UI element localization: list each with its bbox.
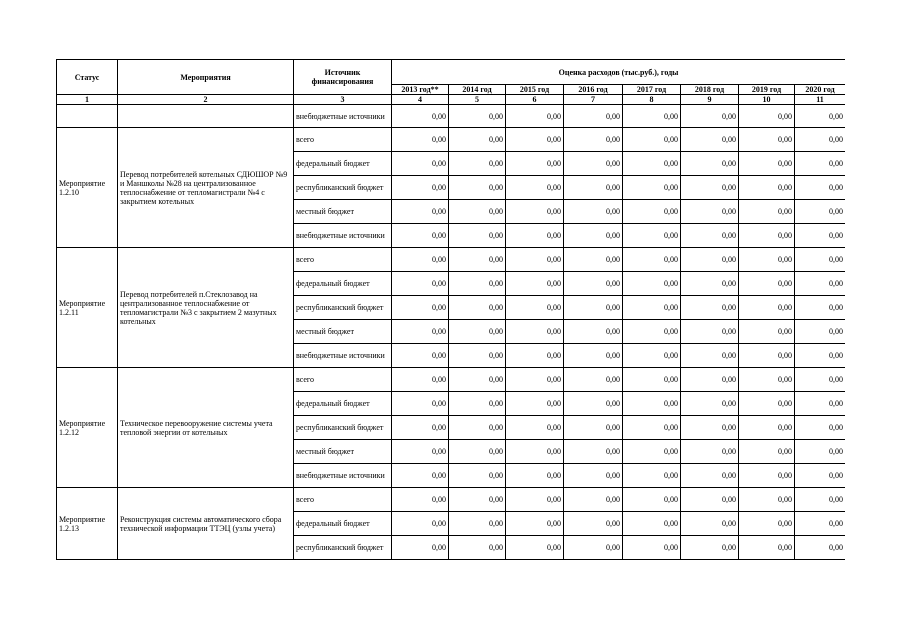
value-cell: 0,00 <box>506 464 564 488</box>
value-cell: 0,00 <box>681 105 739 128</box>
value-cell: 0,00 <box>392 392 449 416</box>
value-cell: 0,00 <box>506 224 564 248</box>
value-cell: 0,00 <box>681 488 739 512</box>
value-cell: 0,00 <box>623 416 681 440</box>
table-row <box>57 368 846 392</box>
status-cell: Мероприятие 1.2.13 <box>57 488 118 560</box>
value-cell: 0,00 <box>564 416 623 440</box>
value-cell: 0,00 <box>449 248 506 272</box>
value-cell: 0,00 <box>681 464 739 488</box>
value-cell: 0,00 <box>392 464 449 488</box>
source-cell: местный бюджет <box>294 200 392 224</box>
value-cell: 0,00 <box>449 488 506 512</box>
value-cell: 0,00 <box>392 272 449 296</box>
value-cell: 0,00 <box>739 128 795 152</box>
value-cell: 0,00 <box>739 248 795 272</box>
value-cell: 0,00 <box>623 368 681 392</box>
value-cell: 0,00 <box>506 296 564 320</box>
source-cell: республиканский бюджет <box>294 176 392 200</box>
value-cell: 0,00 <box>449 392 506 416</box>
source-cell: местный бюджет <box>294 320 392 344</box>
value-cell: 0,00 <box>506 512 564 536</box>
value-cell: 0,00 <box>739 224 795 248</box>
status-cell: Мероприятие 1.2.11 <box>57 248 118 368</box>
value-cell: 0,00 <box>795 224 846 248</box>
value-cell: 0,00 <box>623 440 681 464</box>
value-cell: 0,00 <box>739 392 795 416</box>
value-cell: 0,00 <box>681 224 739 248</box>
value-cell: 0,00 <box>506 248 564 272</box>
value-cell: 0,00 <box>564 248 623 272</box>
column-number: 5 <box>449 95 506 105</box>
value-cell: 0,00 <box>449 296 506 320</box>
year-header: 2014 год <box>449 85 506 95</box>
value-cell: 0,00 <box>795 296 846 320</box>
value-cell: 0,00 <box>564 344 623 368</box>
value-cell: 0,00 <box>795 152 846 176</box>
value-cell: 0,00 <box>449 440 506 464</box>
value-cell: 0,00 <box>449 105 506 128</box>
value-cell: 0,00 <box>739 368 795 392</box>
value-cell: 0,00 <box>623 105 681 128</box>
value-cell: 0,00 <box>739 488 795 512</box>
value-cell: 0,00 <box>795 200 846 224</box>
value-cell: 0,00 <box>449 368 506 392</box>
value-cell: 0,00 <box>564 224 623 248</box>
value-cell: 0,00 <box>795 488 846 512</box>
year-header: 2018 год <box>681 85 739 95</box>
value-cell: 0,00 <box>564 105 623 128</box>
value-cell: 0,00 <box>795 464 846 488</box>
value-cell: 0,00 <box>795 344 846 368</box>
value-cell: 0,00 <box>623 128 681 152</box>
source-cell: федеральный бюджет <box>294 392 392 416</box>
column-number: 3 <box>294 95 392 105</box>
value-cell: 0,00 <box>506 176 564 200</box>
value-cell: 0,00 <box>564 368 623 392</box>
value-cell: 0,00 <box>681 152 739 176</box>
value-cell: 0,00 <box>623 272 681 296</box>
value-cell: 0,00 <box>449 536 506 560</box>
value-cell: 0,00 <box>392 488 449 512</box>
year-header: 2019 год <box>739 85 795 95</box>
value-cell: 0,00 <box>449 416 506 440</box>
source-cell: республиканский бюджет <box>294 296 392 320</box>
value-cell: 0,00 <box>506 200 564 224</box>
status-cell: Мероприятие 1.2.12 <box>57 368 118 488</box>
value-cell: 0,00 <box>623 392 681 416</box>
activity-cell: Перевод потребителей п.Стеклозавод на централизованное теплоснабжение от тепломагистрали №3 с закрытием 2 мазутных котельных <box>118 248 294 368</box>
value-cell: 0,00 <box>681 392 739 416</box>
value-cell: 0,00 <box>449 320 506 344</box>
value-cell: 0,00 <box>681 296 739 320</box>
value-cell: 0,00 <box>564 440 623 464</box>
year-header: 2020 год <box>795 85 846 95</box>
value-cell: 0,00 <box>564 200 623 224</box>
value-cell: 0,00 <box>506 440 564 464</box>
value-cell: 0,00 <box>681 200 739 224</box>
value-cell: 0,00 <box>564 488 623 512</box>
value-cell: 0,00 <box>623 176 681 200</box>
value-cell: 0,00 <box>623 200 681 224</box>
source-cell: всего <box>294 488 392 512</box>
source-cell: внебюджетные источники <box>294 105 392 128</box>
value-cell: 0,00 <box>392 152 449 176</box>
budget-table <box>56 59 845 560</box>
value-cell: 0,00 <box>506 128 564 152</box>
value-cell: 0,00 <box>623 224 681 248</box>
value-cell: 0,00 <box>739 512 795 536</box>
value-cell: 0,00 <box>681 344 739 368</box>
value-cell: 0,00 <box>681 248 739 272</box>
year-header: 2013 год** <box>392 85 449 95</box>
source-cell: внебюджетные источники <box>294 464 392 488</box>
column-number: 11 <box>795 95 846 105</box>
value-cell: 0,00 <box>506 344 564 368</box>
value-cell: 0,00 <box>739 296 795 320</box>
value-cell: 0,00 <box>449 128 506 152</box>
source-cell: республиканский бюджет <box>294 536 392 560</box>
value-cell: 0,00 <box>564 152 623 176</box>
table-row <box>57 488 846 512</box>
value-cell: 0,00 <box>795 440 846 464</box>
value-cell: 0,00 <box>449 344 506 368</box>
table-body <box>57 60 846 560</box>
value-cell: 0,00 <box>795 536 846 560</box>
value-cell: 0,00 <box>392 440 449 464</box>
value-cell: 0,00 <box>506 392 564 416</box>
value-cell: 0,00 <box>392 320 449 344</box>
value-cell: 0,00 <box>795 105 846 128</box>
value-cell: 0,00 <box>795 512 846 536</box>
table-row <box>57 105 846 128</box>
status-cell <box>57 105 118 128</box>
value-cell: 0,00 <box>449 224 506 248</box>
value-cell: 0,00 <box>506 272 564 296</box>
source-cell: всего <box>294 368 392 392</box>
table-row <box>57 128 846 152</box>
value-cell: 0,00 <box>739 536 795 560</box>
column-number: 10 <box>739 95 795 105</box>
value-cell: 0,00 <box>681 512 739 536</box>
value-cell: 0,00 <box>564 272 623 296</box>
source-cell: федеральный бюджет <box>294 512 392 536</box>
column-number: 7 <box>564 95 623 105</box>
value-cell: 0,00 <box>392 248 449 272</box>
value-cell: 0,00 <box>449 176 506 200</box>
value-cell: 0,00 <box>795 176 846 200</box>
value-cell: 0,00 <box>392 200 449 224</box>
value-cell: 0,00 <box>681 176 739 200</box>
value-cell: 0,00 <box>739 464 795 488</box>
header-source: Источник финансирования <box>294 60 392 95</box>
value-cell: 0,00 <box>392 512 449 536</box>
value-cell: 0,00 <box>623 464 681 488</box>
value-cell: 0,00 <box>392 224 449 248</box>
column-number: 1 <box>57 95 118 105</box>
column-number: 4 <box>392 95 449 105</box>
value-cell: 0,00 <box>623 248 681 272</box>
value-cell: 0,00 <box>795 128 846 152</box>
source-cell: республиканский бюджет <box>294 416 392 440</box>
budget-table-page <box>56 59 845 565</box>
value-cell: 0,00 <box>392 416 449 440</box>
source-cell: федеральный бюджет <box>294 152 392 176</box>
value-cell: 0,00 <box>739 416 795 440</box>
value-cell: 0,00 <box>449 272 506 296</box>
year-header: 2017 год <box>623 85 681 95</box>
year-header: 2016 год <box>564 85 623 95</box>
value-cell: 0,00 <box>681 128 739 152</box>
header-row <box>57 60 846 85</box>
value-cell: 0,00 <box>564 536 623 560</box>
source-cell: внебюджетные источники <box>294 224 392 248</box>
value-cell: 0,00 <box>795 392 846 416</box>
header-status: Статус <box>57 60 118 95</box>
value-cell: 0,00 <box>564 512 623 536</box>
header-activities: Мероприятия <box>118 60 294 95</box>
value-cell: 0,00 <box>392 536 449 560</box>
activity-cell: Техническое перевооружение системы учета тепловой энергии от котельных <box>118 368 294 488</box>
value-cell: 0,00 <box>795 368 846 392</box>
value-cell: 0,00 <box>506 320 564 344</box>
value-cell: 0,00 <box>795 272 846 296</box>
table-row <box>57 248 846 272</box>
value-cell: 0,00 <box>739 105 795 128</box>
value-cell: 0,00 <box>564 392 623 416</box>
header-estimate: Оценка расходов (тыс.руб.), годы <box>392 60 846 85</box>
value-cell: 0,00 <box>392 128 449 152</box>
column-number: 8 <box>623 95 681 105</box>
value-cell: 0,00 <box>739 176 795 200</box>
value-cell: 0,00 <box>392 176 449 200</box>
column-number: 9 <box>681 95 739 105</box>
value-cell: 0,00 <box>392 344 449 368</box>
value-cell: 0,00 <box>564 128 623 152</box>
value-cell: 0,00 <box>623 296 681 320</box>
activity-cell <box>118 105 294 128</box>
value-cell: 0,00 <box>506 368 564 392</box>
value-cell: 0,00 <box>623 488 681 512</box>
column-number: 6 <box>506 95 564 105</box>
value-cell: 0,00 <box>623 344 681 368</box>
value-cell: 0,00 <box>739 200 795 224</box>
source-cell: местный бюджет <box>294 440 392 464</box>
value-cell: 0,00 <box>564 464 623 488</box>
value-cell: 0,00 <box>392 105 449 128</box>
value-cell: 0,00 <box>795 320 846 344</box>
value-cell: 0,00 <box>739 344 795 368</box>
value-cell: 0,00 <box>564 296 623 320</box>
value-cell: 0,00 <box>681 536 739 560</box>
source-cell: всего <box>294 128 392 152</box>
value-cell: 0,00 <box>506 105 564 128</box>
value-cell: 0,00 <box>506 488 564 512</box>
value-cell: 0,00 <box>795 248 846 272</box>
value-cell: 0,00 <box>506 416 564 440</box>
value-cell: 0,00 <box>449 464 506 488</box>
value-cell: 0,00 <box>506 536 564 560</box>
column-number-row <box>57 95 846 105</box>
status-cell: Мероприятие 1.2.10 <box>57 128 118 248</box>
value-cell: 0,00 <box>623 536 681 560</box>
value-cell: 0,00 <box>739 320 795 344</box>
year-header: 2015 год <box>506 85 564 95</box>
value-cell: 0,00 <box>681 320 739 344</box>
source-cell: федеральный бюджет <box>294 272 392 296</box>
value-cell: 0,00 <box>681 440 739 464</box>
value-cell: 0,00 <box>681 416 739 440</box>
value-cell: 0,00 <box>623 512 681 536</box>
value-cell: 0,00 <box>739 152 795 176</box>
column-number: 2 <box>118 95 294 105</box>
value-cell: 0,00 <box>449 512 506 536</box>
activity-cell: Реконструкция системы автоматического сбора технической информации ТТЭЦ (узлы учета) <box>118 488 294 560</box>
value-cell: 0,00 <box>564 320 623 344</box>
value-cell: 0,00 <box>681 368 739 392</box>
value-cell: 0,00 <box>564 176 623 200</box>
value-cell: 0,00 <box>623 320 681 344</box>
source-cell: внебюджетные источники <box>294 344 392 368</box>
value-cell: 0,00 <box>449 152 506 176</box>
activity-cell: Перевод потребителей котельных СДЮШОР №9 и Маншколы №28 на централизованное теплоснабжение от тепломагистрали №4 с закрытием котельных <box>118 128 294 248</box>
value-cell: 0,00 <box>739 440 795 464</box>
value-cell: 0,00 <box>392 296 449 320</box>
value-cell: 0,00 <box>506 152 564 176</box>
source-cell: всего <box>294 248 392 272</box>
value-cell: 0,00 <box>739 272 795 296</box>
value-cell: 0,00 <box>623 152 681 176</box>
value-cell: 0,00 <box>449 200 506 224</box>
value-cell: 0,00 <box>681 272 739 296</box>
value-cell: 0,00 <box>795 416 846 440</box>
value-cell: 0,00 <box>392 368 449 392</box>
